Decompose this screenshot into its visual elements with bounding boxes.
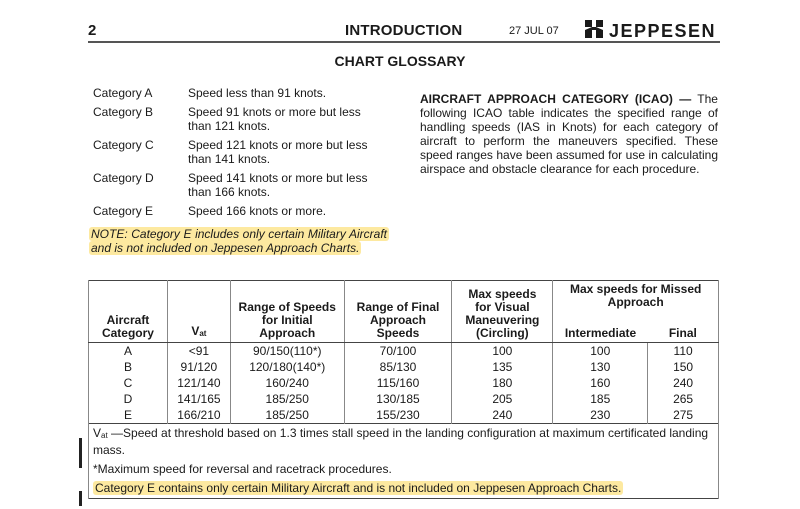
cell-initial: 185/250 — [230, 407, 344, 424]
cell-final: 70/100 — [344, 343, 452, 360]
cell-category: A — [89, 343, 168, 360]
table-row — [89, 391, 719, 407]
cell-vat: 166/210 — [167, 407, 230, 424]
highlighted-note: NOTE: Category E includes only certain Military Aircraft and is not included on Jeppesen Approach Charts. — [91, 227, 387, 255]
category-label: Category B — [93, 105, 154, 119]
footnote-category-e: Category E contains only certain Military Aircraft and is not included on Jeppesen Approach Charts. — [95, 481, 622, 495]
category-item — [93, 138, 398, 166]
footnote-vat: $V_{at}$ —Speed at threshold based on 1.3 times stall speed in the landing configuration at maximum certificated landing mass. — [93, 426, 709, 457]
icao-body: The following ICAO table indicates the specified range of handling speeds (IAS in Knots) for each category of aircraft to perform the maneuvers specified. These speed ranges have been assumed for use in calculating airspace and obstacle clearance for each procedure. — [420, 92, 718, 176]
category-list — [93, 86, 398, 223]
revision-change-bar — [79, 491, 82, 506]
cell-final: 115/160 — [344, 375, 452, 391]
header-circling: Max speeds for Visual Maneuvering (Circling) — [452, 281, 553, 343]
page-number: 2 — [88, 22, 97, 39]
cell-vat: 141/165 — [167, 391, 230, 407]
cell-category: E — [89, 407, 168, 424]
header-vat: $V_{at}$ — [167, 281, 230, 343]
icao-paragraph — [420, 92, 718, 176]
cell-missed-final: 150 — [648, 359, 719, 375]
header-intermediate: Intermediate — [553, 313, 648, 343]
cell-category: D — [89, 391, 168, 407]
cell-intermediate: 130 — [553, 359, 648, 375]
jeppesen-logo-icon — [585, 20, 605, 43]
header-missed-final: Final — [648, 313, 719, 343]
cell-circling: 135 — [452, 359, 553, 375]
footnote-asterisk: *Maximum speed for reversal and racetrack procedures. — [93, 462, 392, 476]
approach-speed-table — [88, 280, 719, 499]
header-aircraft-category: Aircraft Category — [89, 281, 168, 343]
cell-initial: 120/180(140*) — [230, 359, 344, 375]
category-item — [93, 86, 398, 100]
cell-final: 155/230 — [344, 407, 452, 424]
cell-vat: 121/140 — [167, 375, 230, 391]
category-description: Speed 121 knots or more but less than 141 knots. — [188, 138, 368, 166]
cell-missed-final: 110 — [648, 343, 719, 360]
cell-circling: 240 — [452, 407, 553, 424]
cell-circling: 100 — [452, 343, 553, 360]
cell-category: B — [89, 359, 168, 375]
table-row — [89, 343, 719, 360]
cell-initial: 90/150(110*) — [230, 343, 344, 360]
category-label: Category A — [93, 86, 153, 100]
brand-logo — [585, 20, 716, 43]
cell-circling: 180 — [452, 375, 553, 391]
cell-intermediate: 185 — [553, 391, 648, 407]
table-footnotes — [89, 424, 719, 499]
revision-date: 27 JUL 07 — [509, 25, 559, 37]
category-e-note — [89, 227, 389, 255]
revision-change-bar — [79, 438, 82, 468]
cell-vat: <91 — [167, 343, 230, 360]
category-label: Category D — [93, 171, 154, 185]
cell-missed-final: 265 — [648, 391, 719, 407]
cell-missed-final: 275 — [648, 407, 719, 424]
cell-final: 130/185 — [344, 391, 452, 407]
category-description: Speed 141 knots or more but less than 166 knots. — [188, 171, 368, 199]
category-item — [93, 171, 398, 199]
cell-intermediate: 160 — [553, 375, 648, 391]
section-title: INTRODUCTION — [345, 22, 463, 39]
cell-final: 85/130 — [344, 359, 452, 375]
category-description: Speed 166 knots or more. — [188, 204, 327, 218]
category-item — [93, 204, 398, 218]
header-final-approach: Range of Final Approach Speeds — [344, 281, 452, 343]
category-description: Speed less than 91 knots. — [188, 86, 327, 100]
brand-name: JEPPESEN — [609, 21, 717, 41]
cell-initial: 160/240 — [230, 375, 344, 391]
header-missed-approach: Max speeds for Missed Approach — [553, 281, 719, 314]
category-item — [93, 105, 398, 133]
category-description: Speed 91 knots or more but less than 121 knots. — [188, 105, 361, 133]
cell-category: C — [89, 375, 168, 391]
cell-missed-final: 240 — [648, 375, 719, 391]
category-label: Category C — [93, 138, 154, 152]
cell-initial: 185/250 — [230, 391, 344, 407]
cell-intermediate: 230 — [553, 407, 648, 424]
icao-heading: AIRCRAFT APPROACH CATEGORY (ICAO) — — [420, 92, 692, 106]
cell-circling: 205 — [452, 391, 553, 407]
table-row — [89, 375, 719, 391]
category-label: Category E — [93, 204, 154, 218]
header-initial-approach: Range of Speeds for Initial Approach — [230, 281, 344, 343]
header-divider — [88, 41, 720, 43]
table-row — [89, 407, 719, 424]
page-title: CHART GLOSSARY — [334, 53, 466, 69]
table-row — [89, 359, 719, 375]
cell-intermediate: 100 — [553, 343, 648, 360]
cell-vat: 91/120 — [167, 359, 230, 375]
